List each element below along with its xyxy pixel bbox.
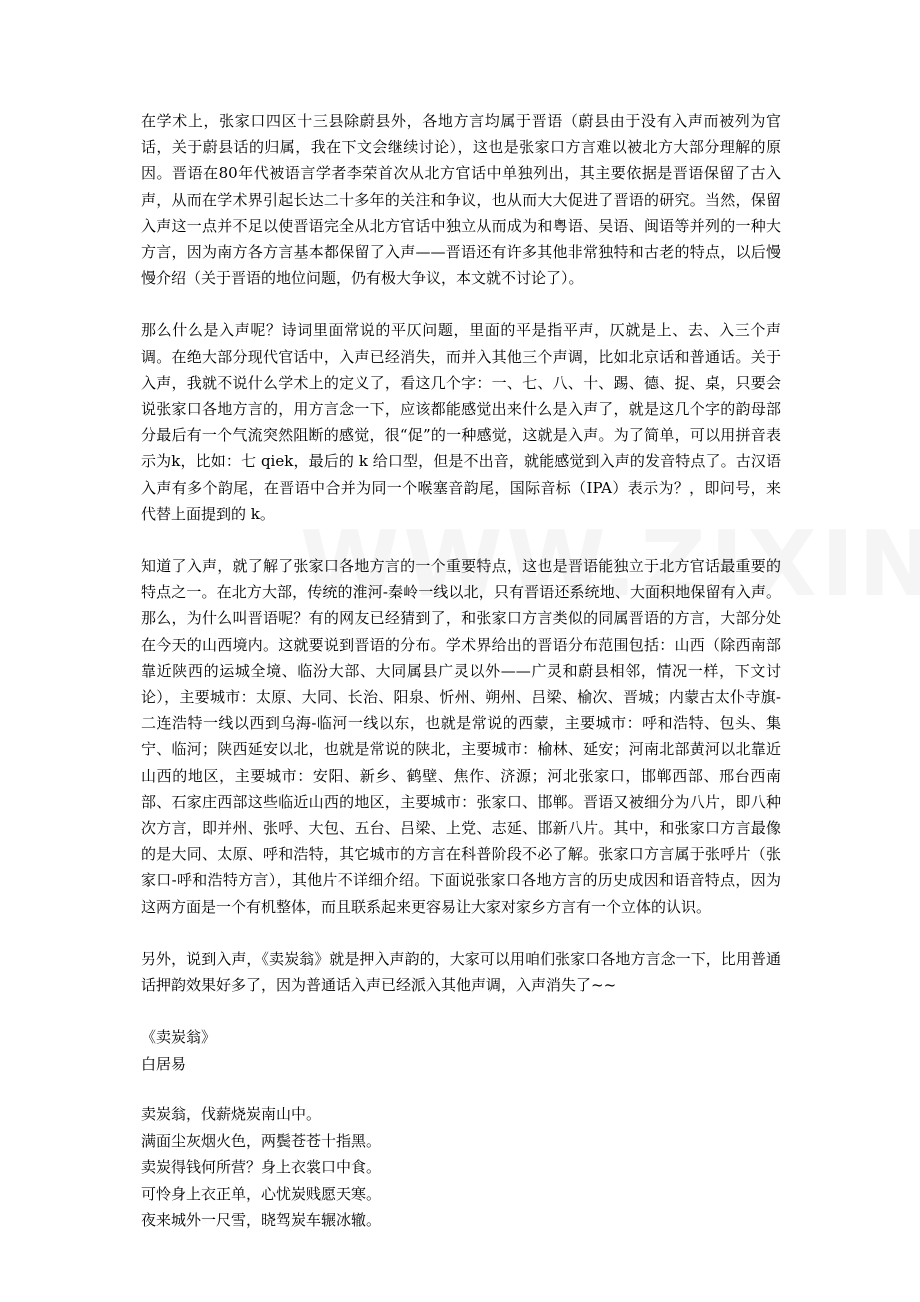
poem-heading [141,1024,781,1077]
poem-line: 卖炭翁，伐薪烧炭南山中。 [141,1105,322,1124]
poem-body [141,1101,781,1234]
paragraph-intro: 在学术上，张家口四区十三县除蔚县外，各地方言均属于晋语（蔚县由于没有入声而被列为官话，关于蔚县话的归属，我在下文会继续讨论），这也是张家口方言难以被北方大部分理解的原因。晋语在80年代被语言学者李荣首次从北方官话中单独列出，其主要依据是晋语保留了古入声，从而在学术界引起长达二十多年的关注和争议，也从而大大促进了晋语的研究。当然，保留入声这一点并不足以使晋语完全从北方官话中独立从而成为和粤语、吴语、闽语等并列的一种大方言，因为南方各方言基本都保留了入声——晋语还有许多其他非常独特和古老的特点，以后慢慢介绍（关于晋语的地位问题，仍有极大争议，本文就不讨论了）。 [141,112,781,288]
poem-line: 卖炭得钱何所营？身上衣裳口中食。 [141,1158,382,1177]
poem-line: 可怜身上衣正单，心忧炭贱愿天寒。 [141,1184,382,1203]
document-page [141,108,781,1258]
paragraph-jin-distribution: 知道了入声，就了解了张家口各地方言的一个重要特点，这也是晋语能独立于北方官话最重要的特点之一。在北方大部，传统的淮河-秦岭一线以北，只有晋语还系统地、大面积地保留有入声。那么，为什么叫晋语呢？有的网友已经猜到了，和张家口方言类似的同属晋语的方言，大部分处在今天的山西境内。这就要说到晋语的分布。学术界给出的晋语分布范围包括：山西（除西南部靠近陕西的运城全境、临汾大部、大同属县广灵以外——广灵和蔚县相邻，情况一样，下文讨论），主要城市：太原、大同、长治、阳泉、忻州、朔州、吕梁、榆次、晋城；内蒙古太仆寺旗-二连浩特一线以西到乌海-临河一线以东，也就是常说的西蒙，主要城市：呼和浩特、包头、集宁、临河；陕西延安以北，也就是常说的陕北，主要城市：榆林、延安；河南北部黄河以北靠近山西的地区，主要城市：安阳、新乡、鹤壁、焦作、济源；河北张家口，邯郸西部、邢台西南部、石家庄西部这些临近山西的地区，主要城市：张家口、邯郸。晋语又被细分为八片，即八种次方言，即并州、张呼、大包、五台、吕梁、上党、志延、邯新八片。其中，和张家口方言最像的是大同、太原、呼和浩特，其它城市的方言在科普阶段不必了解。张家口方言属于张呼片（张家口-呼和浩特方言），其他片不详细介绍。下面说张家口各地方言的历史成因和语音特点，因为这两方面是一个有机整体，而且联系起来更容易让大家对家乡方言有一个立体的认识。 [141,557,781,916]
poem-line: 满面尘灰烟火色，两鬓苍苍十指黑。 [141,1131,382,1150]
poem-title: 《卖炭翁》 [141,1028,217,1047]
poem-author: 白居易 [141,1054,187,1073]
paragraph-entering-tone: 那么什么是入声呢？诗词里面常说的平仄问题，里面的平是指平声，仄就是上、去、入三个声调。在绝大部分现代官话中，入声已经消失，而并入其他三个声调，比如北京话和普通话。关于入声，我就不说什么学术上的定义了，看这几个字：一、七、八、十、踢、德、捉、桌，只要会说张家口各地方言的，用方言念一下，应该都能感觉出来什么是入声了，就是这几个字的韵母部分最后有一个气流突然阻断的感觉，很“促”的一种感觉，这就是入声。为了简单，可以用拼音表示为k，比如：七 qiek，最后的 k 给口型，但是不出音，就能感觉到入声的发音特点了。古汉语入声有多个韵尾，在晋语中合并为同一个喉塞音韵尾，国际音标（IPA）表示为？，即问号，来代替上面提到的 k。 [141,321,781,523]
poem-line: 夜来城外一尺雪，晓驾炭车辗冰辙。 [141,1211,382,1230]
paragraph-poem-intro: 另外，说到入声，《卖炭翁》就是押入声韵的，大家可以用咱们张家口各地方言念一下，比用普通话押韵效果好多了，因为普通话入声已经派入其他声调，入声消失了~~ [141,949,781,995]
